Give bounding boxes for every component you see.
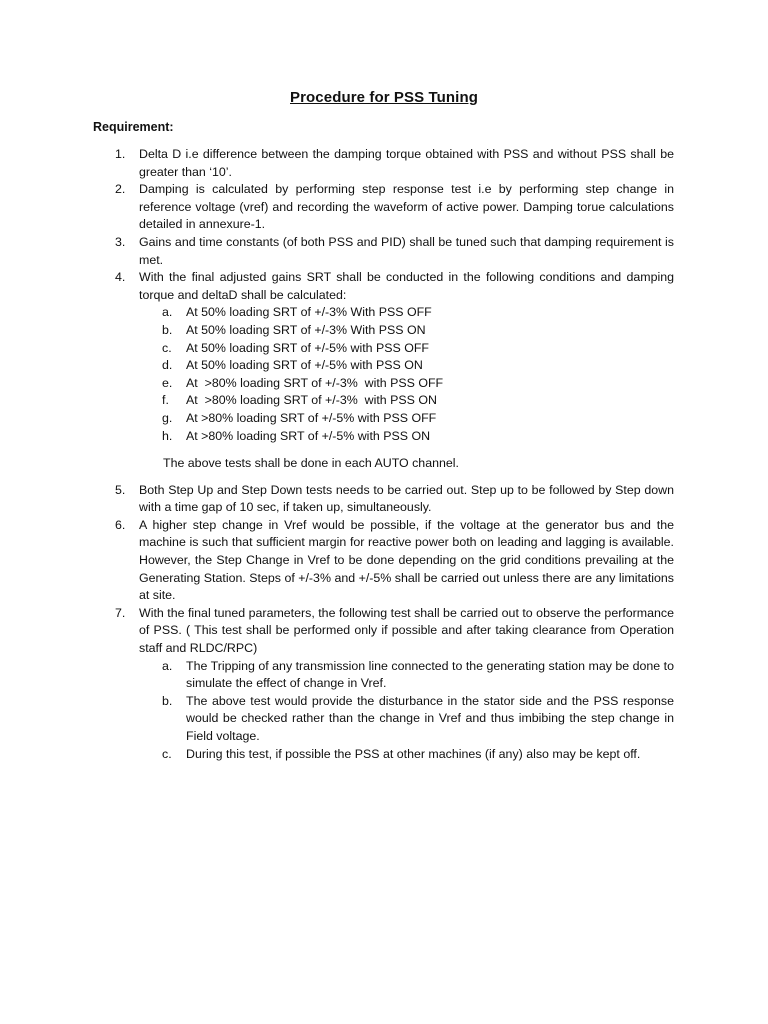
channel-note: The above tests shall be done in each AUTO channel. bbox=[163, 456, 459, 471]
list-item-text: With the final adjusted gains SRT shall be conducted in the following conditions and damping torque and deltaD shall be calculated: bbox=[139, 270, 674, 302]
list-item bbox=[115, 181, 674, 234]
list-item-text: Gains and time constants (of both PSS and PID) shall be tuned such that damping requirement is met. bbox=[139, 234, 674, 267]
list-number: 7. bbox=[115, 605, 126, 620]
list-item bbox=[115, 482, 674, 517]
list-item-text: Delta D i.e difference between the damping torque obtained with PSS and without PSS shall be greater than ‘10’. bbox=[139, 147, 674, 179]
sub-list-text: At >80% loading SRT of +/-3% with PSS OFF bbox=[186, 375, 444, 390]
list-number: 5. bbox=[115, 482, 126, 497]
sub-list-text: At >80% loading SRT of +/-5% with PSS OFF bbox=[186, 410, 437, 425]
list-number: 3. bbox=[115, 234, 126, 249]
sub-list-item bbox=[162, 392, 674, 410]
sub-list-text: At 50% loading SRT of +/-3% With PSS ON bbox=[186, 322, 426, 337]
sub-list-text: The Tripping of any transmission line connected to the generating station may be done to simulate the effect of change in Vref. bbox=[186, 658, 674, 691]
sub-list-text: The above test would provide the disturbance in the stator side and the PSS response would be checked rather than the change in Vref and thus imbibing the step change in Field voltage. bbox=[186, 693, 674, 743]
sub-list-item bbox=[162, 304, 674, 322]
sub-list-letter: a. bbox=[162, 305, 173, 320]
list-number: 2. bbox=[115, 182, 126, 197]
list-item bbox=[115, 605, 674, 658]
requirement-heading: Requirement: bbox=[93, 120, 174, 134]
sub-list-text: At >80% loading SRT of +/-5% with PSS ON bbox=[186, 428, 431, 443]
list-number: 1. bbox=[115, 147, 126, 161]
sub-list-letter: f. bbox=[162, 393, 169, 408]
list-item-text: Damping is calculated by performing step response test i.e by performing step change in reference voltage (vref) and recording the waveform of active power. Damping torue calculations detailed in annexure-1. bbox=[139, 182, 674, 232]
sub-list-letter: a. bbox=[162, 658, 173, 673]
list-item bbox=[115, 269, 674, 304]
sub-list-item bbox=[162, 746, 674, 764]
sub-list-letter: e. bbox=[162, 375, 173, 390]
sub-list-letter: b. bbox=[162, 693, 173, 708]
page-title: Procedure for PSS Tuning bbox=[290, 89, 478, 106]
list-item bbox=[115, 234, 674, 269]
list-item bbox=[115, 517, 674, 605]
list-number: 4. bbox=[115, 270, 126, 285]
list-item bbox=[115, 146, 674, 181]
list-item-text: A higher step change in Vref would be possible, if the voltage at the generator bus and the machine is such that sufficient margin for reactive power both on leading and lagging is available. However, the Step Change in Vref to be done depending on the grid conditions prevailing at the Generating Station. Steps of +/-3% and +/-5% shall be carried out unless there are any limitations at site. bbox=[139, 517, 674, 603]
sub-list-text: At 50% loading SRT of +/-5% with PSS ON bbox=[186, 358, 423, 373]
sub-list-text: At >80% loading SRT of +/-3% with PSS ON bbox=[186, 393, 437, 408]
sub-list-item bbox=[162, 322, 674, 340]
list-item-text: Both Step Up and Step Down tests needs to be carried out. Step up to be followed by Step down with a time gap of 10 sec, if taken up, simultaneously. bbox=[139, 482, 674, 515]
sub-list-letter: d. bbox=[162, 358, 173, 373]
sub-list-letter: c. bbox=[162, 340, 172, 355]
sub-list-text: During this test, if possible the PSS at other machines (if any) also may be kept off. bbox=[186, 746, 641, 761]
sub-list-item bbox=[162, 340, 674, 358]
sub-list-item bbox=[162, 357, 674, 375]
requirement-list bbox=[0, 146, 768, 763]
sub-list-text: At 50% loading SRT of +/-5% with PSS OFF bbox=[186, 340, 429, 355]
list-number: 6. bbox=[115, 517, 126, 532]
sub-list-item bbox=[162, 658, 674, 693]
sub-list-letter: b. bbox=[162, 322, 173, 337]
sub-list-letter: g. bbox=[162, 410, 173, 425]
sub-list-text: At 50% loading SRT of +/-3% With PSS OFF bbox=[186, 305, 432, 320]
sub-list-letter: h. bbox=[162, 428, 173, 443]
sub-list-item bbox=[162, 428, 674, 446]
sub-list-item bbox=[162, 375, 674, 393]
sub-list-item bbox=[162, 410, 674, 428]
sub-list-item bbox=[162, 693, 674, 746]
list-item-text: With the final tuned parameters, the following test shall be carried out to observe the performance of PSS. ( This test shall be performed only if possible and after taking clearance from Operation staff and RLDC/RPC) bbox=[139, 605, 674, 656]
sub-list-letter: c. bbox=[162, 746, 172, 761]
